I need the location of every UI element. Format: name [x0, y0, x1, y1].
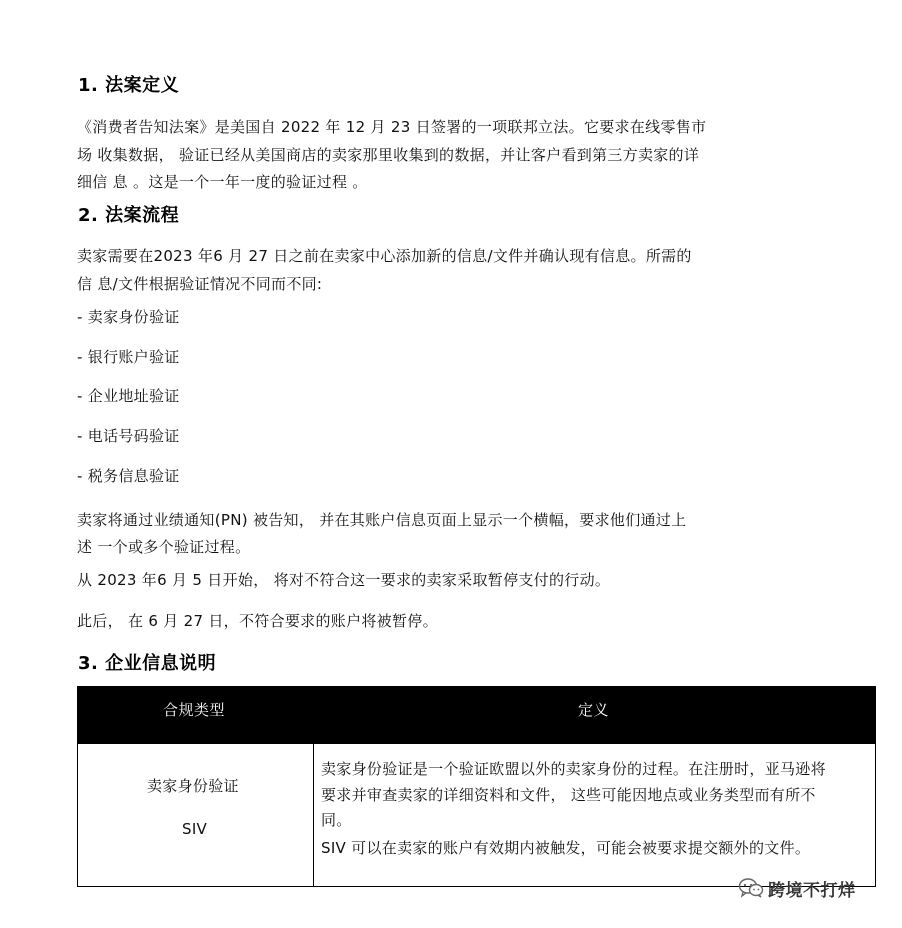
table-header-type: 合规类型	[163, 701, 226, 719]
section-3-heading: 3. 企业信息说明	[78, 653, 217, 674]
section-2-heading: 2. 法案流程	[78, 205, 180, 226]
table-header	[78, 687, 875, 744]
list-item-tax-info: - 税务信息验证	[77, 467, 180, 485]
table-column-divider	[313, 744, 314, 887]
table-cell-definition-line-2: 要求并审查卖家的详细资料和文件， 这些可能因地点或业务类型而有所不	[321, 786, 816, 804]
table-cell-definition-line-4: SIV 可以在卖家的账户有效期内被触发，可能会被要求提交额外的文件。	[321, 839, 811, 857]
wechat-icon	[738, 877, 764, 899]
section-1-line-2: 场 收集数据， 验证已经从美国商店的卖家那里收集到的数据，并让客户看到第三方卖家的详	[77, 146, 700, 164]
section-2-intro-line-1: 卖家需要在2023 年6 月 27 日之前在卖家中心添加新的信息/文件并确认现有信息。所需的	[77, 247, 692, 265]
table-header-definition: 定义	[578, 701, 610, 719]
account-suspension-line: 此后， 在 6 月 27 日，不符合要求的账户将被暂停。	[77, 612, 438, 630]
watermark-text: 跨境不打烊	[768, 880, 856, 901]
list-item-bank-account: - 银行账户验证	[77, 348, 180, 366]
pn-line-1: 卖家将通过业绩通知(PN) 被告知， 并在其账户信息页面上显示一个横幅，要求他们通过上	[77, 511, 687, 529]
list-item-seller-identity: - 卖家身份验证	[77, 308, 180, 326]
table-cell-abbr: SIV	[182, 820, 208, 838]
table-cell-type: 卖家身份验证	[147, 777, 239, 795]
table-cell-definition-line-3: 同。	[321, 811, 352, 829]
pn-line-2: 述 一个或多个验证过程。	[77, 538, 251, 556]
section-1-line-1: 《消费者告知法案》是美国自 2022 年 12 月 23 日签署的一项联邦立法。它要求在线零售市	[77, 118, 707, 136]
payment-suspension-line: 从 2023 年6 月 5 日开始， 将对不符合这一要求的卖家采取暂停支付的行动。	[77, 571, 611, 589]
watermark	[738, 874, 856, 902]
section-2-intro-line-2: 信 息/文件根据验证情况不同而不同:	[77, 275, 323, 293]
section-1-heading: 1. 法案定义	[78, 75, 180, 96]
info-table	[77, 686, 876, 887]
list-item-business-address: - 企业地址验证	[77, 387, 180, 405]
list-item-phone-number: - 电话号码验证	[77, 427, 180, 445]
table-cell-definition-line-1: 卖家身份验证是一个验证欧盟以外的卖家身份的过程。在注册时，亚马逊将	[321, 760, 826, 778]
section-1-line-3: 细信 息 。这是一个一年一度的验证过程 。	[77, 173, 368, 191]
